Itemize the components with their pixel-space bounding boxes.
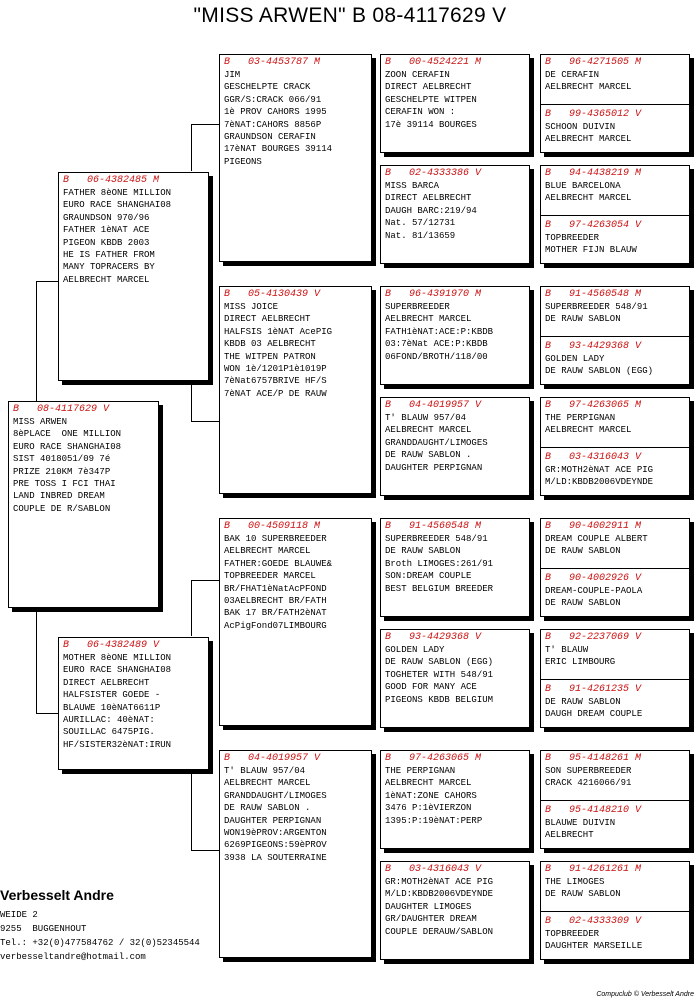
owner-phone: Tel.: +32(0)477584762 / 32(0)52345544 — [0, 938, 200, 948]
pair-divider — [540, 800, 690, 801]
info-line: DAUGHTER MARSEILLE — [545, 941, 643, 952]
info-line: THE PERPIGNAN — [385, 766, 456, 776]
info-line: TOPBREEDER — [545, 929, 600, 939]
info-line: SOUILLAC 6475PIG. — [63, 727, 155, 738]
mother-card — [58, 637, 209, 770]
ring-number: B 95-4148261 M — [545, 753, 642, 764]
ancestor-pair-card — [540, 750, 690, 849]
ring-number: B 04-4019957 V — [385, 400, 482, 411]
info-line: TOPBREEDER — [545, 233, 600, 243]
info-line: T' BLAUW — [545, 645, 589, 655]
info-line: 6269PIGEONS:59èPROV — [224, 840, 327, 851]
ring-number: B 97-4263054 V — [545, 220, 642, 231]
info-line: DE CERAFIN — [545, 70, 600, 80]
info-line: 8èPLACE ONE MILLION — [13, 429, 122, 440]
info-line: 1395:P:19èNAT:PERP — [385, 815, 483, 826]
ring-number: B 08-4117629 V — [13, 404, 110, 415]
dam-entry — [541, 914, 689, 955]
sire-entry — [541, 751, 689, 803]
great-grandparent-card — [380, 750, 530, 849]
info-line: MISS ARWEN — [13, 417, 68, 427]
info-line: AELBRECHT MARCEL — [385, 314, 472, 325]
ancestor-pair-card — [540, 629, 690, 728]
info-line: PRE TOSS I FCI THAI — [13, 479, 116, 490]
info-line: PIGEONS KBDB BELGIUM — [385, 694, 494, 705]
ring-number: B 91-4261261 M — [545, 864, 642, 875]
connector-mother-gp3 — [191, 580, 192, 636]
ring-number: B 93-4429368 V — [545, 341, 642, 352]
info-line: GRANDDAUGHT/LIMOGES — [224, 790, 327, 801]
info-line: SUPERBREEDER 548/91 — [545, 302, 648, 312]
info-line: DAUGH BARC:219/94 — [385, 205, 477, 216]
great-grandparent-card — [380, 629, 530, 728]
info-line: GOOD FOR MANY ACE — [385, 682, 477, 693]
connector-gp1-tick — [191, 124, 220, 125]
great-grandparent-card — [380, 286, 530, 385]
info-line: WON 1è/1201P1è1019P — [224, 364, 327, 375]
connector-mother-gp4 — [191, 770, 192, 850]
info-line: TOPBREEDER MARCEL — [224, 571, 316, 582]
dam-entry — [541, 107, 689, 148]
info-line: BLAUWE 10èNAT6611P — [63, 702, 161, 713]
info-line: HALFSIS 1èNAT AcePIG — [224, 326, 333, 337]
great-grandparent-card — [380, 397, 530, 496]
info-line: THE WITPEN PATRON — [224, 351, 316, 362]
great-grandparent-card — [380, 54, 530, 153]
ring-number: B 94-4438219 M — [545, 168, 642, 179]
info-line: M/LD:KBDB2006VDEYNDE — [545, 477, 654, 488]
info-line: LAND INBRED DREAM — [13, 491, 105, 502]
info-line: GESCHELPTE WITPEN — [385, 94, 477, 105]
info-line: BEST BELGIUM BREEDER — [385, 583, 494, 594]
info-line: DE RAUW SABLON . — [385, 450, 472, 461]
info-line: EURO RACE SHANGHAI08 — [13, 441, 122, 452]
info-line: FATHER:GOEDE BLAUWE& — [224, 558, 333, 569]
info-line: DE RAUW SABLON — [545, 697, 621, 707]
info-line: FATHER 1èNAT ACE — [63, 225, 150, 236]
info-line: MANY TOPRACERS BY — [63, 262, 155, 273]
info-line: BR/FHAT1èNatAcPFOND — [224, 583, 327, 594]
sire-entry — [541, 166, 689, 218]
ring-number: B 02-4333309 V — [545, 916, 642, 927]
info-line: GESCHELPTE CRACK — [224, 82, 311, 93]
info-line: CERAFIN WON : — [385, 107, 456, 118]
info-line: DE RAUW SABLON — [385, 546, 461, 557]
owner-street: WEIDE 2 — [0, 910, 38, 920]
ancestor-pair-card — [540, 397, 690, 496]
connector-father-tick — [36, 281, 59, 282]
info-line: DE RAUW SABLON (EGG) — [545, 366, 654, 377]
ring-number: B 97-4263065 M — [385, 753, 482, 764]
info-line: DREAM COUPLE ALBERT — [545, 534, 648, 544]
info-line: MOTHER 8èONE MILLION — [63, 653, 172, 663]
info-line: EURO RACE SHANGHAI08 — [63, 665, 172, 676]
ring-number: B 91-4261235 V — [545, 684, 642, 695]
info-line: WON19èPROV:ARGENTON — [224, 828, 327, 839]
sire-entry — [541, 55, 689, 107]
info-line: AELBRECHT MARCEL — [63, 274, 150, 285]
info-line: DREAM-COUPLE-PAOLA — [545, 586, 643, 596]
ring-number: B 96-4391970 M — [385, 289, 482, 300]
info-line: MOTHER FIJN BLAUW — [545, 245, 637, 256]
info-line: 03AELBRECHT BR/FATH — [224, 596, 327, 607]
info-line: HF/SISTER32èNAT:IRUN — [63, 739, 172, 750]
info-line: GR:MOTH2èNAT ACE PIG — [545, 465, 654, 475]
info-line: SUPERBREEDER — [385, 302, 450, 312]
sire-entry — [541, 519, 689, 571]
sire-entry — [541, 630, 689, 682]
info-line: 06FOND/BROTH/118/00 — [385, 351, 488, 362]
ring-number: B 00-4509118 M — [224, 521, 321, 532]
info-line: CRACK 4216066/91 — [545, 778, 632, 789]
info-line: PIGEONS — [224, 156, 262, 167]
ring-number: B 95-4148210 V — [545, 805, 642, 816]
info-line: DAUGHTER PERPIGNAN — [224, 815, 322, 826]
info-line: 3938 LA SOUTERRAINE — [224, 852, 327, 863]
dam-entry — [541, 803, 689, 844]
owner-email[interactable]: verbesseltandre@hotmail.com — [0, 952, 146, 962]
info-line: EURO RACE SHANGHAI08 — [63, 200, 172, 211]
info-line: AELBRECHT MARCEL — [545, 425, 632, 436]
great-grandparent-card — [380, 518, 530, 617]
info-line: KBDB 03 AELBRECHT — [224, 339, 316, 350]
grandparent-card — [219, 518, 372, 726]
info-line: GOLDEN LADY — [385, 645, 445, 655]
info-line: DE RAUW SABLON — [545, 889, 621, 900]
info-line: DAUGH DREAM COUPLE — [545, 709, 643, 720]
pair-divider — [540, 911, 690, 912]
info-line: THE LIMOGES — [545, 877, 605, 887]
dam-entry — [541, 571, 689, 612]
owner-name: Verbesselt Andre — [0, 887, 114, 903]
info-line: 03:7èNat ACE:P:KBDB — [385, 339, 488, 350]
ring-number: B 00-4524221 M — [385, 57, 482, 68]
dam-entry — [541, 450, 689, 491]
info-line: BAK 10 SUPERBREEDER — [224, 534, 327, 544]
ring-number: B 02-4333386 V — [385, 168, 482, 179]
info-line: GOLDEN LADY — [545, 354, 605, 364]
ancestor-pair-card — [540, 861, 690, 960]
info-line: T' BLAUW 957/04 — [385, 413, 467, 423]
info-line: 1èNAT:ZONE CAHORS — [385, 790, 477, 801]
info-line: DE RAUW SABLON — [545, 314, 621, 325]
info-line: ZOON CERAFIN — [385, 70, 450, 80]
info-line: SCHOON DUIVIN — [545, 122, 616, 132]
info-line: DIRECT AELBRECHT — [224, 314, 311, 325]
owner-city: 9255 BUGGENHOUT — [0, 924, 87, 934]
info-line: SIST 4018051/09 7é — [13, 454, 111, 465]
pair-divider — [540, 447, 690, 448]
ring-number: B 90-4002926 V — [545, 573, 642, 584]
ring-number: B 03-4316043 V — [545, 452, 642, 463]
ring-number: B 06-4382489 V — [63, 640, 160, 651]
grandparent-card — [219, 286, 372, 494]
software-credit: Compuclub © Verbesselt Andre — [596, 991, 694, 998]
info-line: SUPERBREEDER 548/91 — [385, 534, 488, 544]
info-line: Nat. 57/12731 — [385, 218, 456, 229]
info-line: AELBRECHT MARCEL — [545, 193, 632, 204]
ancestor-pair-card — [540, 54, 690, 153]
info-line: AELBRECHT — [545, 830, 594, 841]
info-line: DIRECT AELBRECHT — [63, 677, 150, 688]
pair-divider — [540, 568, 690, 569]
info-line: MISS BARCA — [385, 181, 440, 191]
info-line: M/LD:KBDB2006VDEYNDE — [385, 889, 494, 900]
pair-divider — [540, 104, 690, 105]
connector-gp2-tick — [191, 421, 220, 422]
info-line: AELBRECHT MARCEL — [545, 82, 632, 93]
info-line: AELBRECHT MARCEL — [545, 134, 632, 145]
info-line: COUPLE DERAUW/SABLON — [385, 926, 494, 937]
info-line: GRAUNDSON 970/96 — [63, 212, 150, 223]
pair-divider — [540, 679, 690, 680]
great-grandparent-card — [380, 165, 530, 264]
dam-entry — [541, 682, 689, 723]
connector-mother-tick — [36, 713, 59, 714]
sire-entry — [541, 398, 689, 450]
info-line: SON:DREAM COUPLE — [385, 571, 472, 582]
info-line: SON SUPERBREEDER — [545, 766, 632, 776]
subject-pigeon-card — [8, 401, 159, 608]
info-line: AURILLAC: 40èNAT: — [63, 715, 155, 726]
info-line: HE IS FATHER FROM — [63, 250, 155, 261]
ancestor-pair-card — [540, 165, 690, 264]
connector-gp3-tick — [191, 580, 220, 581]
info-line: COUPLE DE R/SABLON — [13, 503, 111, 514]
info-line: DAUGHTER LIMOGES — [385, 901, 472, 912]
info-line: BLAUWE DUIVIN — [545, 818, 616, 828]
ring-number: B 97-4263065 M — [545, 400, 642, 411]
father-card — [58, 172, 209, 381]
connector-subject-mother — [36, 607, 37, 713]
info-line: GR/DAUGHTER DREAM — [385, 914, 477, 925]
sire-entry — [541, 862, 689, 914]
info-line: GGR/S:CRACK 066/91 — [224, 94, 322, 105]
info-line: DE RAUW SABLON — [545, 598, 621, 609]
info-line: DIRECT AELBRECHT — [385, 82, 472, 93]
info-line: 3476 P:1èVIERZON — [385, 803, 472, 814]
pair-divider — [540, 215, 690, 216]
info-line: Broth LIMOGES:261/91 — [385, 558, 494, 569]
connector-father-gp2 — [191, 381, 192, 421]
info-line: DAUGHTER PERPIGNAN — [385, 462, 483, 473]
info-line: PIGEON KBDB 2003 — [63, 237, 150, 248]
ring-number: B 06-4382485 M — [63, 175, 160, 186]
info-line: FATHER 8èONE MILLION — [63, 188, 172, 198]
info-line: 17èNAT BOURGES 39114 — [224, 144, 333, 155]
ancestor-pair-card — [540, 286, 690, 385]
sire-entry — [541, 287, 689, 339]
info-line: AELBRECHT MARCEL — [385, 425, 472, 436]
ring-number: B 05-4130439 V — [224, 289, 321, 300]
info-line: BLUE BARCELONA — [545, 181, 621, 191]
info-line: Nat. 81/13659 — [385, 230, 456, 241]
ancestor-pair-card — [540, 518, 690, 617]
connector-gp4-tick — [191, 850, 220, 851]
info-line: DIRECT AELBRECHT — [385, 193, 472, 204]
ring-number: B 96-4271505 M — [545, 57, 642, 68]
info-line: BAK 17 BR/FATH2èNAT — [224, 608, 327, 619]
connector-subject-father — [36, 281, 37, 402]
grandparent-card — [219, 54, 372, 262]
ring-number: B 04-4019957 V — [224, 753, 321, 764]
dam-entry — [541, 339, 689, 380]
info-line: FATH1èNAT:ACE:P:KBDB — [385, 326, 494, 337]
info-line: AELBRECHT MARCEL — [224, 778, 311, 789]
info-line: AELBRECHT MARCEL — [385, 778, 472, 789]
grandparent-card — [219, 750, 372, 958]
ring-number: B 93-4429368 V — [385, 632, 482, 643]
ring-number: B 03-4316043 V — [385, 864, 482, 875]
info-line: 17è 39114 BOURGES — [385, 119, 477, 130]
info-line: 7èNAT:CAHORS 8856P — [224, 119, 322, 130]
info-line: GR:MOTH2èNAT ACE PIG — [385, 877, 494, 887]
info-line: DE RAUW SABLON . — [224, 803, 311, 814]
info-line: TOGHETER WITH 548/91 — [385, 669, 494, 680]
ring-number: B 03-4453787 M — [224, 57, 321, 68]
info-line: 1è PROV CAHORS 1995 — [224, 107, 327, 118]
connector-father-gp1 — [191, 124, 192, 171]
great-grandparent-card — [380, 861, 530, 960]
pedigree-title: "MISS ARWEN" B 08-4117629 V — [193, 4, 507, 27]
ring-number: B 91-4560548 M — [545, 289, 642, 300]
info-line: DE RAUW SABLON — [545, 546, 621, 557]
dam-entry — [541, 218, 689, 259]
info-line: MISS JOICE — [224, 302, 279, 312]
info-line: ERIC LIMBOURG — [545, 657, 616, 668]
info-line: JIM — [224, 70, 241, 80]
pair-divider — [540, 336, 690, 337]
info-line: 7èNat6757BRIVE HF/S — [224, 376, 327, 387]
info-line: AELBRECHT MARCEL — [224, 546, 311, 557]
info-line: PRIZE 210KM 7è347P — [13, 466, 111, 477]
info-line: AcPigFond07LIMBOURG — [224, 620, 327, 631]
info-line: GRAUNDSON CERAFIN — [224, 132, 316, 143]
ring-number: B 90-4002911 M — [545, 521, 642, 532]
info-line: GRANDDAUGHT/LIMOGES — [385, 437, 488, 448]
info-line: 7èNAT ACE/P DE RAUW — [224, 388, 327, 399]
ring-number: B 91-4560548 M — [385, 521, 482, 532]
info-line: THE PERPIGNAN — [545, 413, 616, 423]
ring-number: B 92-2237069 V — [545, 632, 642, 643]
info-line: DE RAUW SABLON (EGG) — [385, 657, 494, 668]
ring-number: B 99-4365012 V — [545, 109, 642, 120]
info-line: HALFSISTER GOEDE - — [63, 690, 161, 701]
info-line: T' BLAUW 957/04 — [224, 766, 306, 776]
